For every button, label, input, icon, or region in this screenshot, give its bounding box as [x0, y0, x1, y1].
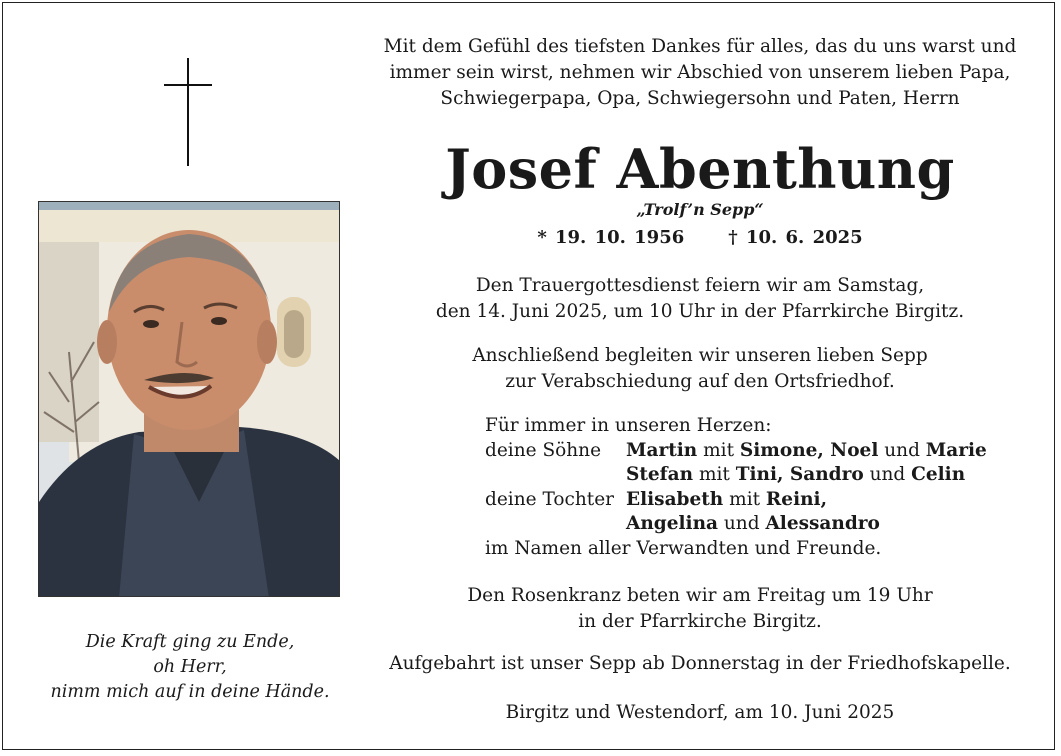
procession-line: zur Verabschiedung auf den Ortsfriedhof. — [505, 371, 895, 392]
portrait-photo — [38, 201, 340, 597]
sons-row-2 — [485, 463, 987, 488]
procession-line: Anschließend begleiten wir unseren lieben Sepp — [472, 345, 928, 366]
daughter-line-2: Angelina und Alessandro — [626, 513, 880, 534]
service-line: den 14. Juni 2025, um 10 Uhr in der Pfarrkirche Birgitz. — [435, 301, 965, 322]
procession-text — [360, 343, 1040, 395]
sons-line-1: Martin mit Simone, Noel und Marie — [626, 439, 987, 461]
nickname: „Trolf’n Sepp“ — [636, 200, 764, 219]
verse-line: nimm mich auf in deine Hände. — [50, 682, 330, 702]
rosary-line: Den Rosenkranz beten wir am Freitag um 19 Uhr — [467, 585, 933, 606]
family-heading: Für immer in unseren Herzen: — [485, 415, 772, 436]
service-line: Den Trauergottesdienst feiern wir am Samstag, — [475, 275, 925, 296]
daughter-line-1: Elisabeth mit Reini, — [626, 488, 828, 510]
rosary-text — [360, 583, 1040, 635]
intro-line: Mit dem Gefühl des tiefsten Dankes für alles, das du uns warst und — [383, 36, 1017, 57]
verse-line: oh Herr, — [153, 657, 227, 677]
intro-text — [360, 34, 1040, 112]
funeral-service-text — [360, 273, 1040, 325]
family-list — [485, 414, 987, 561]
intro-line: Schwiegerpapa, Opa, Schwiegersohn und Paten, Herrn — [440, 88, 960, 109]
deceased-name: Josef Abenthung — [445, 137, 955, 201]
relatives-line: im Namen aller Verwandten und Freunde. — [485, 537, 882, 559]
sons-row — [485, 439, 987, 464]
daughter-label: deine Tochter — [485, 488, 614, 510]
verse-line: Die Kraft ging zu Ende, — [85, 632, 295, 652]
memorial-verse — [20, 630, 360, 705]
cross-icon — [164, 58, 212, 166]
daughter-row — [485, 488, 987, 513]
daughter-row-2 — [485, 512, 987, 537]
birth-date: * 19. 10. 1956 — [537, 227, 685, 248]
laid-out-text: Aufgebahrt ist unser Sepp ab Donnerstag in der Friedhofskapelle. — [389, 653, 1011, 674]
life-dates — [360, 226, 1040, 250]
sons-label: deine Söhne — [485, 439, 602, 461]
intro-line: immer sein wirst, nehmen wir Abschied von unserem lieben Papa, — [389, 62, 1011, 83]
rosary-line: in der Pfarrkirche Birgitz. — [578, 611, 822, 632]
death-date: † 10. 6. 2025 — [728, 227, 863, 248]
sons-line-2: Stefan mit Tini, Sandro und Celin — [626, 464, 966, 485]
place-date: Birgitz und Westendorf, am 10. Juni 2025 — [505, 702, 895, 723]
